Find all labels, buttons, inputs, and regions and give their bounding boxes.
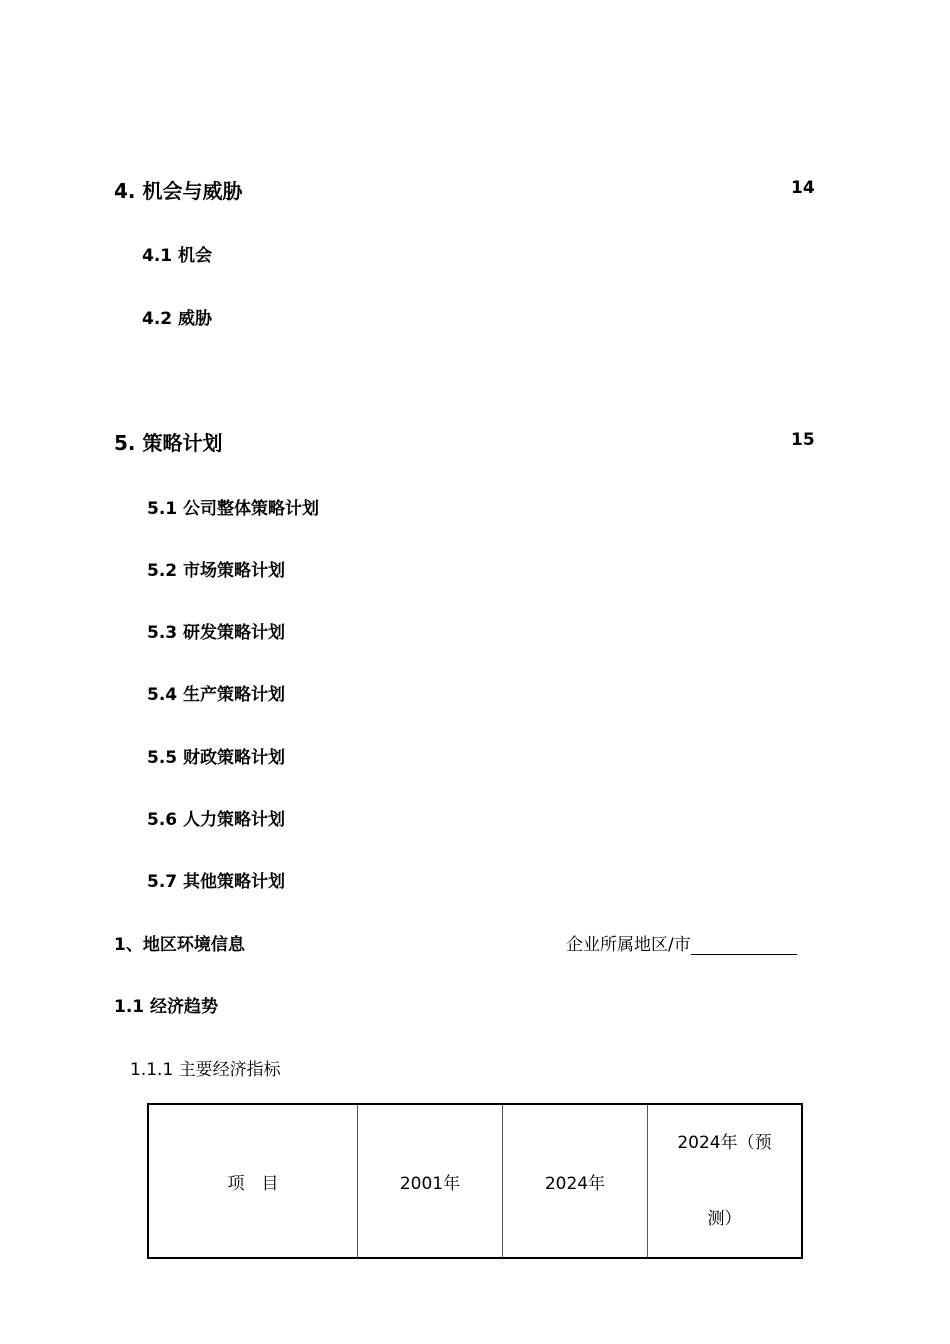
header-year-2024: 2024年 [503,1104,648,1258]
header-year-2001: 2001年 [358,1104,503,1258]
heading-economic-trend: 1.1 经济趋势 [114,997,219,1017]
header-forecast-line-2: 测） [707,1209,742,1229]
heading-main-economic-indicators: 1.1.1 主要经济指标 [130,1060,281,1080]
region-blank-line [691,937,797,955]
toc-section-5-title: 5. 策略计划 [114,431,223,455]
toc-item-5-4: 5.4 生产策略计划 [147,685,286,705]
table-header-row [148,1104,802,1258]
toc-item-5-6: 5.6 人力策略计划 [147,810,286,830]
toc-item-5-1: 5.1 公司整体策略计划 [147,499,320,519]
economic-indicators-table [147,1103,803,1259]
toc-item-5-7: 5.7 其他策略计划 [147,872,286,892]
toc-item-5-2: 5.2 市场策略计划 [147,561,286,581]
toc-section-5-page: 15 [791,430,815,450]
region-field [566,930,797,955]
heading-regional-environment: 1、地区环境信息 [114,935,245,955]
toc-section-4-title: 4. 机会与威胁 [114,179,243,203]
header-item: 项 目 [148,1104,358,1258]
toc-item-5-5: 5.5 财政策略计划 [147,748,286,768]
header-forecast-line-1: 2024年（预 [677,1133,772,1153]
toc-section-4-page: 14 [791,178,815,198]
region-label: 企业所属地区/市 [566,935,691,955]
header-year-2024-forecast [648,1104,803,1258]
toc-item-4-2: 4.2 威胁 [142,309,213,329]
toc-item-5-3: 5.3 研发策略计划 [147,623,286,643]
toc-item-4-1: 4.1 机会 [142,246,213,266]
